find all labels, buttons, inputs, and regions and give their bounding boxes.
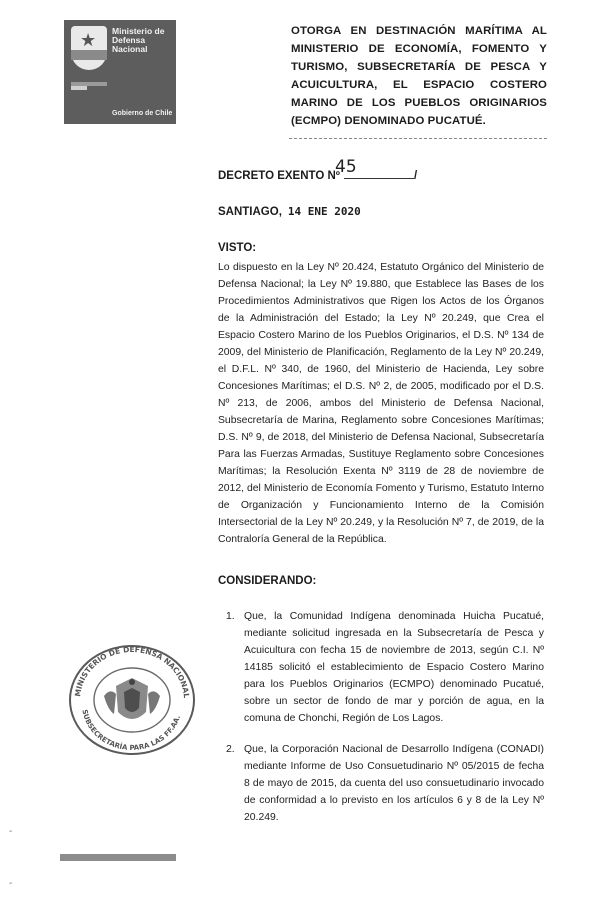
ministry-name [112, 27, 174, 54]
footer-bar [60, 854, 176, 861]
visto-paragraph: Lo dispuesto en la Ley Nº 20.424, Estatuto Orgánico del Ministerio de Defensa Nacional; la Ley Nº 19.880, que Establece las Bases de los Procedimientos Administrativos que Rigen los Actos de los Órganos de la Administración del Estado; la Ley Nº 20.249, que Crea el Espacio Costero Marino de los Pueblos Originarios, el D.S. Nº 134 de 2009, del Ministerio de Planificación, Reglamento de la Ley Nº 20.249, el D.F.L. Nº 340, de 1960, del Ministerio de Hacienda, Ley sobre Concesiones Marítimas; el D.S. Nº 2, de 2005, modificado por el D.S. Nº 213, de 2006, ambos del Ministerio de Defensa Nacional, Subsecretaría de Marina, Reglamento sobre Concesiones Marítimas; D.S. Nº 9, de 2018, del Ministerio de Defensa Nacional, Subsecretaría Para las Fuerzas Armadas, Sustituye Reglamento sobre Concesiones Marítimas; la Resolución Exenta Nº 3119 de 28 de noviembre de 2012, del Ministerio de Economía Fomento y Turismo, Estatuto Interno de Organización y Funcionamiento Interno de la Comisión Intersectorial de la Ley Nº 20.249, y la Resolución Nº 7, de 2019, de la Contraloría General de la República. [218, 262, 544, 545]
logo-bar-accent [71, 86, 87, 90]
heading-divider [289, 138, 547, 139]
seal-inner-text: SUBSECRETARÍA PARA LAS FF.AA. [80, 708, 183, 753]
item-text: Que, la Corporación Nacional de Desarrollo Indígena (CONADI) mediante Informe de Uso Consuetudinario Nº 05/2015 de fecha 8 de mayo de 2015, da cuenta del uso consuetudinario invocado de conformidad a lo previsto en los artículos 6 y 8 de la Ley Nº 20.249. [244, 744, 544, 823]
visto-title: VISTO: [218, 242, 257, 254]
list-item [226, 741, 544, 821]
item-text: Que, la Comunidad Indígena denominada Huicha Pucatué, mediante solicitud ingresada en la Subsecretaría de Pesca y Acuicultura con fecha 15 de noviembre de 2013, según C.I. Nº 14185 solicitó el establecimiento de Espacio Costero Marino para los Pueblos Originarios (ECMPO) denominado Pucatué, sobre un sector de fondo de mar y porción de agua, en la comuna de Chonchi, Región de Los Lagos. [244, 611, 544, 724]
place-label: SANTIAGO, [218, 206, 282, 218]
ministry-line: Ministerio de [112, 26, 165, 36]
place-date-line [218, 205, 361, 218]
decree-number-line [218, 170, 417, 182]
ministry-line: Nacional [112, 44, 148, 54]
item-number: 2. [226, 744, 235, 755]
shield-stripe [71, 50, 107, 60]
ministry-line: Defensa [112, 35, 146, 45]
margin-mark: - [9, 878, 13, 889]
star-icon: ★ [80, 30, 97, 50]
considerando-title: CONSIDERANDO: [218, 575, 317, 587]
government-logo [64, 20, 176, 124]
decree-slash: / [414, 170, 418, 182]
seal-outer-text: MINISTERIO DE DEFENSA NACIONAL [73, 644, 192, 699]
decree-number-handwritten: 45 [335, 157, 357, 177]
government-label: Gobierno de Chile [112, 110, 173, 117]
official-seal [64, 638, 200, 756]
decree-label: DECRETO EXENTO Nº [218, 170, 340, 182]
decree-number-blank [344, 178, 414, 179]
coat-of-arms-icon [71, 26, 107, 70]
list-item [226, 608, 544, 724]
date-stamp: 14 ENE 2020 [287, 205, 361, 218]
margin-mark: - [9, 826, 13, 837]
item-number: 1. [226, 611, 235, 622]
decree-heading: OTORGA EN DESTINACIÓN MARÍTIMA AL MINISTERIO DE ECONOMÍA, FOMENTO Y TURISMO, SUBSECRETARÍA DE PESCA Y ACUICULTURA, EL ESPACIO COSTERO MARINO DE LOS PUEBLOS ORIGINARIOS (ECMPO) DENOMINADO PUCATUÉ. [291, 25, 547, 127]
seal-emblem-icon [104, 678, 160, 719]
